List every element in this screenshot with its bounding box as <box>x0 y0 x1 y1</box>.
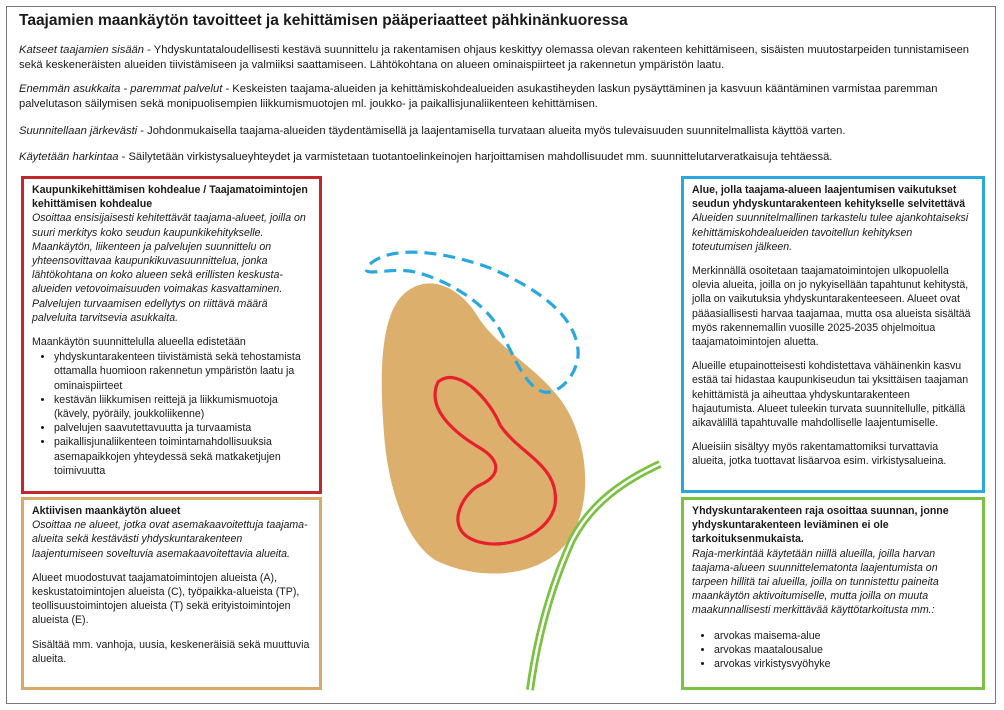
box-paragraph: Alueet muodostuvat taajamatoimintojen alueista (A), keskustatoimintojen alueista (C), työpaikka-alueista (TP), teollisuustoimintojen alueista (T) sekä erityistoimintojen alueista (E). <box>32 571 300 627</box>
intro-text: - Johdonmukaisella taajama-alueiden täydentämisellä ja laajentamisella turvataan alueita myös tulevaisuuden suunnitelmallista käyttöä varten. <box>137 125 846 137</box>
intro-paragraph <box>19 43 994 72</box>
active-land-use-box <box>21 497 322 690</box>
box-italic-text: Alueiden suunnitelmallinen tarkastelu tulee ajankohtaiseksi kehittämiskohdealueiden tavoitellun kehityksen toteutumisen jälkeen. <box>692 212 969 253</box>
intro-label: Katseet taajamien sisään <box>19 44 145 56</box>
schematic-map <box>330 240 675 700</box>
box-paragraph: Sisältää mm. vanhoja, uusia, keskeneräisiä sekä muuttuvia alueita. <box>32 638 310 665</box>
intro-paragraph <box>19 124 994 139</box>
list-item: • palvelujen saavutettavuutta ja turvaamista <box>54 421 312 435</box>
box-heading: Aktiivisen maankäytön alueet <box>32 505 181 517</box>
intro-paragraph <box>19 82 994 111</box>
list-item: • kestävän liikkumisen reittejä ja liikkumismuotoja (kävely, pyöräily, joukkoliikenne) <box>54 393 312 421</box>
intro-text: - Yhdyskuntataloudellisesti kestävä suunnittelu ja rakentamisen ohjaus keskittyy olemassa olevan rakenteen kehittämiseen, sisäisten muutostarpeiden tunnistamiseen sekä keskeneräisten alueiden tiivistämiseen ja valmiiksi saattamiseen. Lähtökohtana on alueen ominaispiirteet ja rakennetun ympäristön laatu. <box>19 44 970 71</box>
box-paragraph: Alueisiin sisältyy myös rakentamattomiksi turvattavia alueita, jotka tuottavat lisäarvoa esim. virkistysalueina. <box>692 441 947 468</box>
intro-label: Käytetään harkintaa <box>19 151 119 163</box>
box-heading: Alue, jolla taajama-alueen laajentumisen vaikutukset seudun yhdyskuntarakenteen kehitykselle selvitettävä <box>692 184 966 211</box>
structure-boundary-box <box>681 497 985 690</box>
box-italic-text: Raja-merkintää käytetään niillä alueilla, joilla harvan taajama-alueen suunnittelematonta laajentumista on tarpeen hillitä tai alueilla, joilla on tunnistettu paineita maankäytön aktivoitumiselle, mutta joilla on muuta maakunnallisesti merkittävää käyttötarkoitusta mm.: <box>692 547 939 617</box>
intro-paragraph <box>19 150 994 165</box>
expansion-study-box <box>681 176 985 493</box>
box-bullet-list <box>32 350 312 478</box>
intro-text: - Säilytetään virkistysalueyhteydet ja varmistetaan tuotantoelinkeinojen harjoittamisen mahdollisuudet mm. suunnittelutarveratkaisuja tehtäessä. <box>118 151 833 163</box>
box-italic-text: Osoittaa ensisijaisesti kehitettävät taajama-alueet, joilla on suuri merkitys koko seudun kaupunkikehitykselle. Maankäytön, liikenteen ja palvelujen suunnittelu on yhteensovittavaa kaupunkikuvasuunnittelua, jonka lähtökohtana on koko alueen sekä erillisten keskusta-alueiden vetovoimaisuuden voimakas kasvattaminen. Palvelujen turvaamisen edellytys on riittävä määrä palveluita tarvitsevia asukkaita. <box>32 212 306 324</box>
development-focus-box <box>21 176 322 494</box>
intro-label: Suunnitellaan järkevästi <box>19 125 138 137</box>
list-item: • paikallisjunaliikenteen toimintamahdollisuuksia asemapaikkojen yhteydessä sekä matkaketjujen toimivuutta <box>54 435 312 478</box>
list-item: • arvokas maisema-alue <box>714 629 975 643</box>
list-item: • arvokas virkistysvyöhyke <box>714 657 975 671</box>
box-lead: Maankäytön suunnittelulla alueella edistetään <box>32 336 246 349</box>
intro-text: - Keskeisten taajama-alueiden ja kehittämiskohdealueiden asukastiheyden laskun pysäyttäminen ja kasvuun kääntäminen varmistaa paremman palvelutason säilymisen sekä monipuolisempien liikkumismuotojen ml. joukko- ja paikallisjunaliikenteen kehittämisen. <box>19 83 938 110</box>
box-heading: Kaupunkikehittämisen kohdealue / Taajamatoimintojen kehittämisen kohdealue <box>32 184 308 211</box>
box-italic-text: Osoittaa ne alueet, jotka ovat asemakaavoitettuja taajama-alueita sekä kestävästi yhdyskuntarakenteen laajentumiseen soveltuvia asemakaavoitettavia alueita. <box>32 519 308 560</box>
box-paragraph: Merkinnällä osoitetaan taajamatoimintojen ulkopuolella olevia alueita, joilla on jo nykyisellään tapahtunut kehitystä, jolla on vaikutuksia yhdyskuntarakenteeseen. Alueet ovat pääasiallisesti harvaa taajamaa, mutta osa alueista sisältää myös rakennemallin vuosille 2025-2035 ohjelmoitua taajamatoimintojen aluetta. <box>692 265 971 349</box>
intro-label: Enemmän asukkaita - paremmat palvelut <box>19 83 223 95</box>
active-land-use-area <box>382 283 585 573</box>
page-title: Taajamien maankäytön tavoitteet ja kehittämisen pääperiaatteet pähkinänkuoressa <box>19 12 628 29</box>
box-bullet-list <box>692 629 975 672</box>
box-paragraph: Alueille etupainotteisesti kohdistettava vähäinenkin kasvu estää tai hidastaa kaupunkiseudun tai yksittäisen taajaman kehittämistä ja aiheuttaa yhdyskuntarakenteen hajautumista. Alueet tuleekin turvata suunnitellulle, pitkällä aikavälillä tapahtuvalle mahdolliselle laajentumiselle. <box>692 360 969 430</box>
box-heading: Yhdyskuntarakenteen raja osoittaa suunnan, jonne yhdyskuntarakenteen leviäminen ei ole tarkoituksenmukaista. <box>692 505 949 546</box>
list-item: • yhdyskuntarakenteen tiivistämistä sekä tehostamista ottamalla huomioon rakennetun ympäristön laatu ja ominaispiirteet <box>54 350 312 393</box>
list-item: • arvokas maatalousalue <box>714 643 975 657</box>
